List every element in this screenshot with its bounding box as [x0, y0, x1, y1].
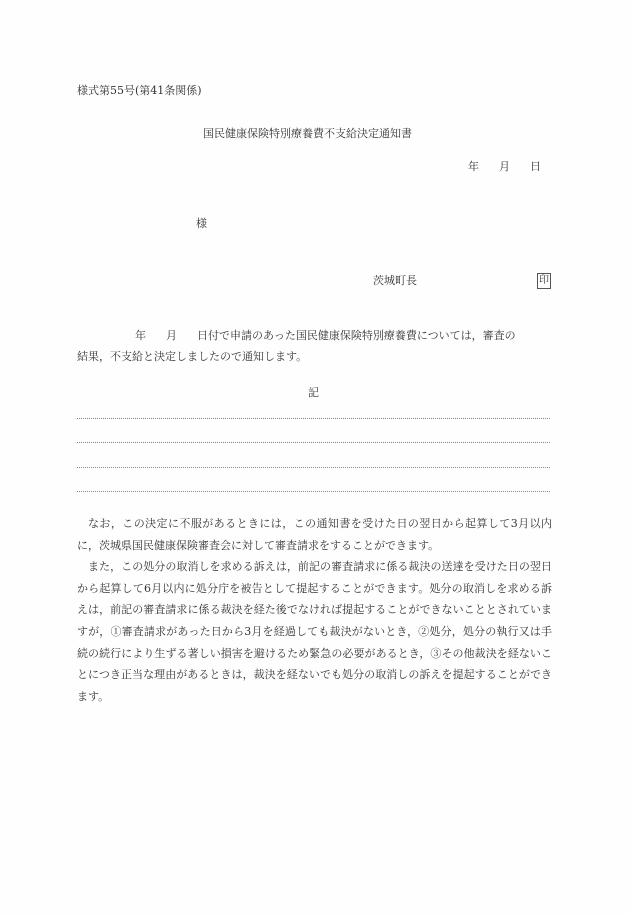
year-label: 年	[468, 160, 479, 173]
body-month-label: 月	[166, 329, 177, 342]
decision-statement	[77, 325, 550, 367]
seal-mark: 印	[537, 273, 551, 289]
addressee-suffix: 様	[196, 217, 207, 230]
form-number: 様式第55号(第41条関係)	[77, 84, 202, 97]
dotted-entry-line	[77, 467, 550, 468]
appeal-notice	[77, 513, 552, 707]
dotted-entry-line	[77, 418, 550, 419]
dotted-entry-line	[77, 442, 550, 443]
dotted-entry-line	[77, 491, 550, 492]
month-label: 月	[499, 160, 510, 173]
notice-paragraph-review: なお，この決定に不服があるときには，この通知書を受けた日の翌日から起算して3月以内に，茨城県国民健康保険審査会に対して審査請求をすることができます。	[77, 517, 552, 552]
body-line2: 結果，不支給と決定しましたので通知します。	[77, 350, 308, 363]
issuer-name: 茨城町長	[373, 274, 417, 287]
document-title: 国民健康保険特別療養費不支給決定通知書	[203, 127, 412, 140]
day-label: 日	[530, 160, 541, 173]
body-year-label: 年	[135, 329, 146, 342]
issue-date	[468, 160, 541, 174]
body-line1: 日付で申請のあった国民健康保険特別療養費については，審査の	[197, 329, 516, 342]
notice-paragraph-lawsuit: また，この処分の取消しを求める訴えは，前記の審査請求に係る裁決の送達を受けた日の翌日から起算して6月以内に処分庁を被告として提起することができます。処分の取消しを求める訴えは，前記の審査請求に係る裁決を経た後でなければ提起することができないこととされていますが，①審査請求があった日から3月を経過しても裁決がないとき，②処分，処分の執行又は手続の続行により生ずる著しい損害を避けるため緊急の必要があるとき，③その他裁決を経ないことにつき正当な理由があるときは，裁決を経ないでも処分の取消しの訴えを提起することができます。	[77, 560, 552, 703]
ki-heading: 記	[308, 386, 319, 399]
